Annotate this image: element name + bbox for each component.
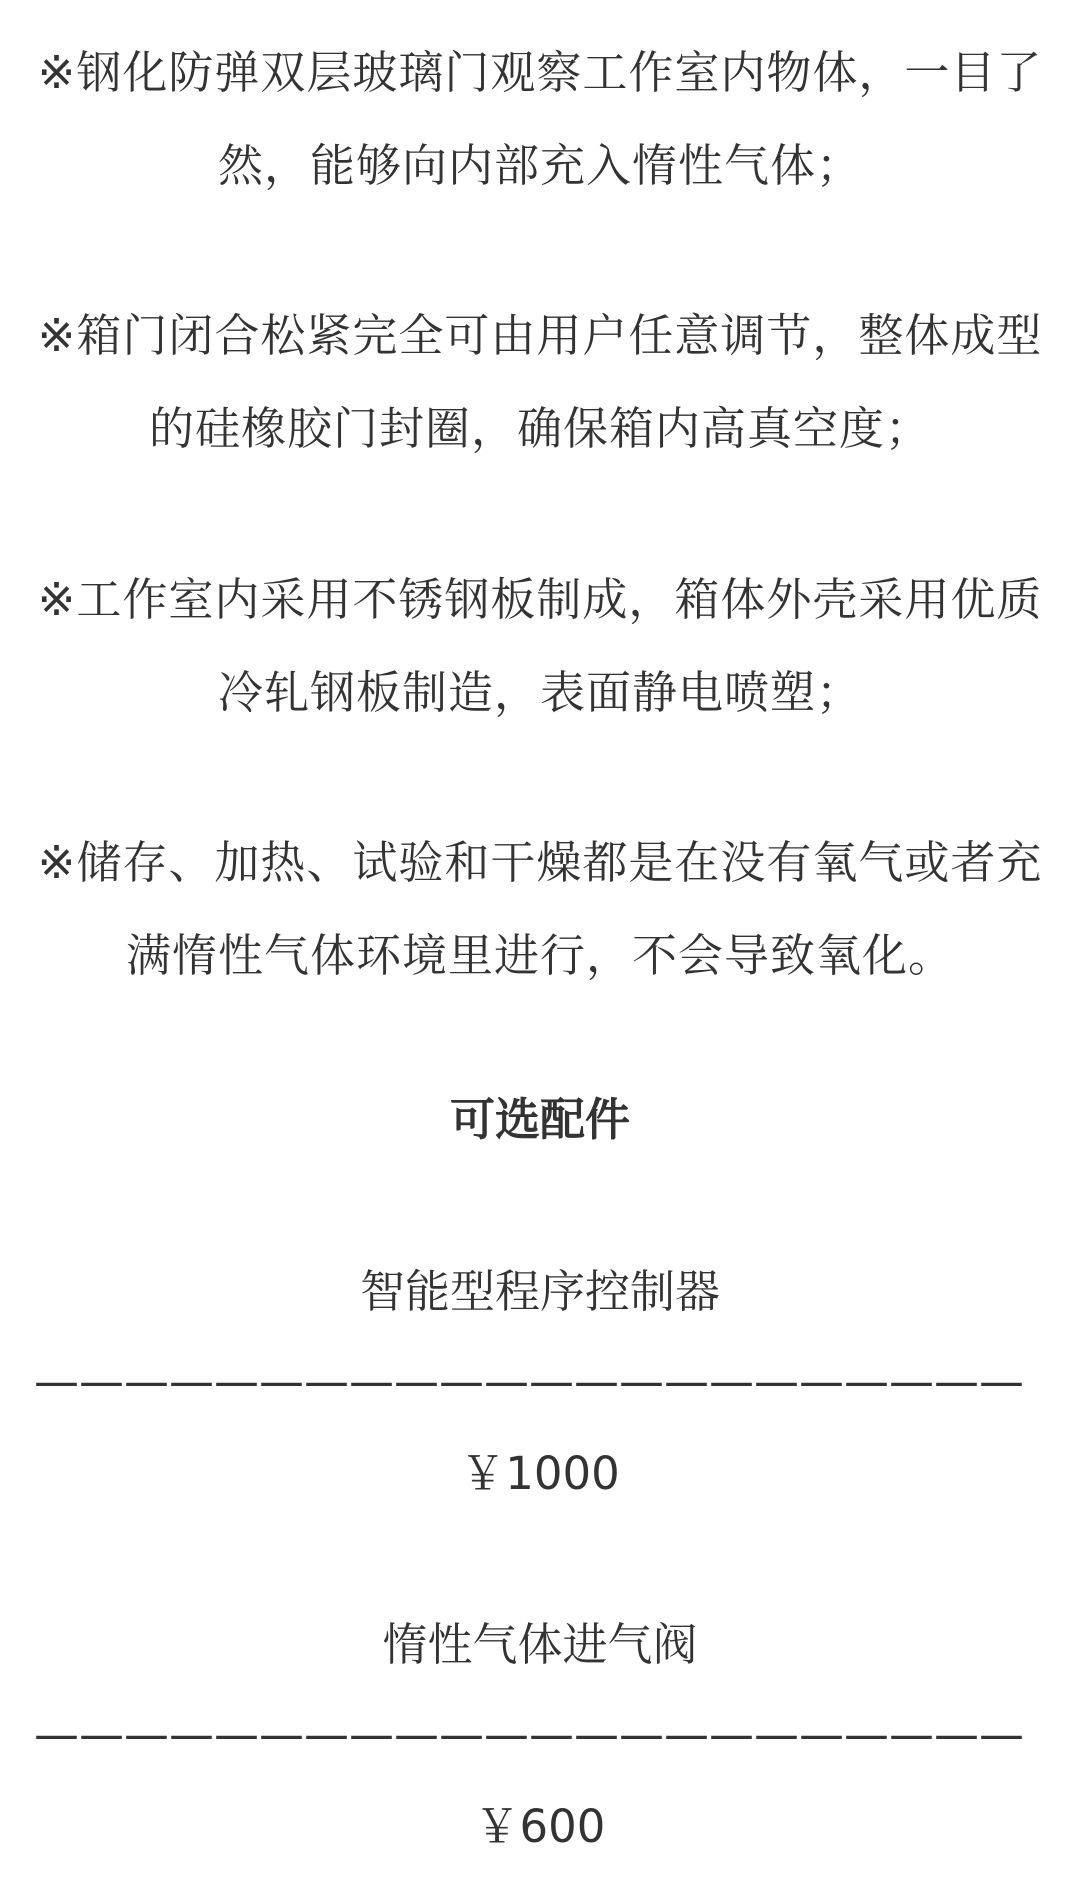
- feature-paragraph-glass-door: ※钢化防弹双层玻璃门观察工作室内物体，一目了然，能够向内部充入惰性气体；: [37, 46, 1043, 192]
- feature-paragraph-door-seal: ※箱门闭合松紧完全可由用户任意调节，整体成型的硅橡胶门封圈，确保箱内高真空度；: [37, 309, 1043, 455]
- dash-divider: ——————————————————————: [34, 1708, 1024, 1761]
- dash-divider: ——————————————————————: [34, 1355, 1024, 1408]
- feature-paragraph-inert-environment: ※储存、加热、试验和干燥都是在没有氧气或者充满惰性气体环境里进行，不会导致氧化。: [37, 836, 1043, 982]
- accessory-name-gas-valve: 惰性气体进气阀: [382, 1618, 698, 1671]
- accessories-heading: 可选配件: [449, 1093, 630, 1146]
- feature-paragraph-materials: ※工作室内采用不锈钢板制成，箱体外壳采用优质冷轧钢板制造，表面静电喷塑；: [37, 573, 1043, 719]
- accessory-name-controller: 智能型程序控制器: [359, 1265, 720, 1318]
- accessory-price-gas-valve: ￥600: [474, 1800, 606, 1853]
- accessory-price-controller: ￥1000: [460, 1447, 620, 1500]
